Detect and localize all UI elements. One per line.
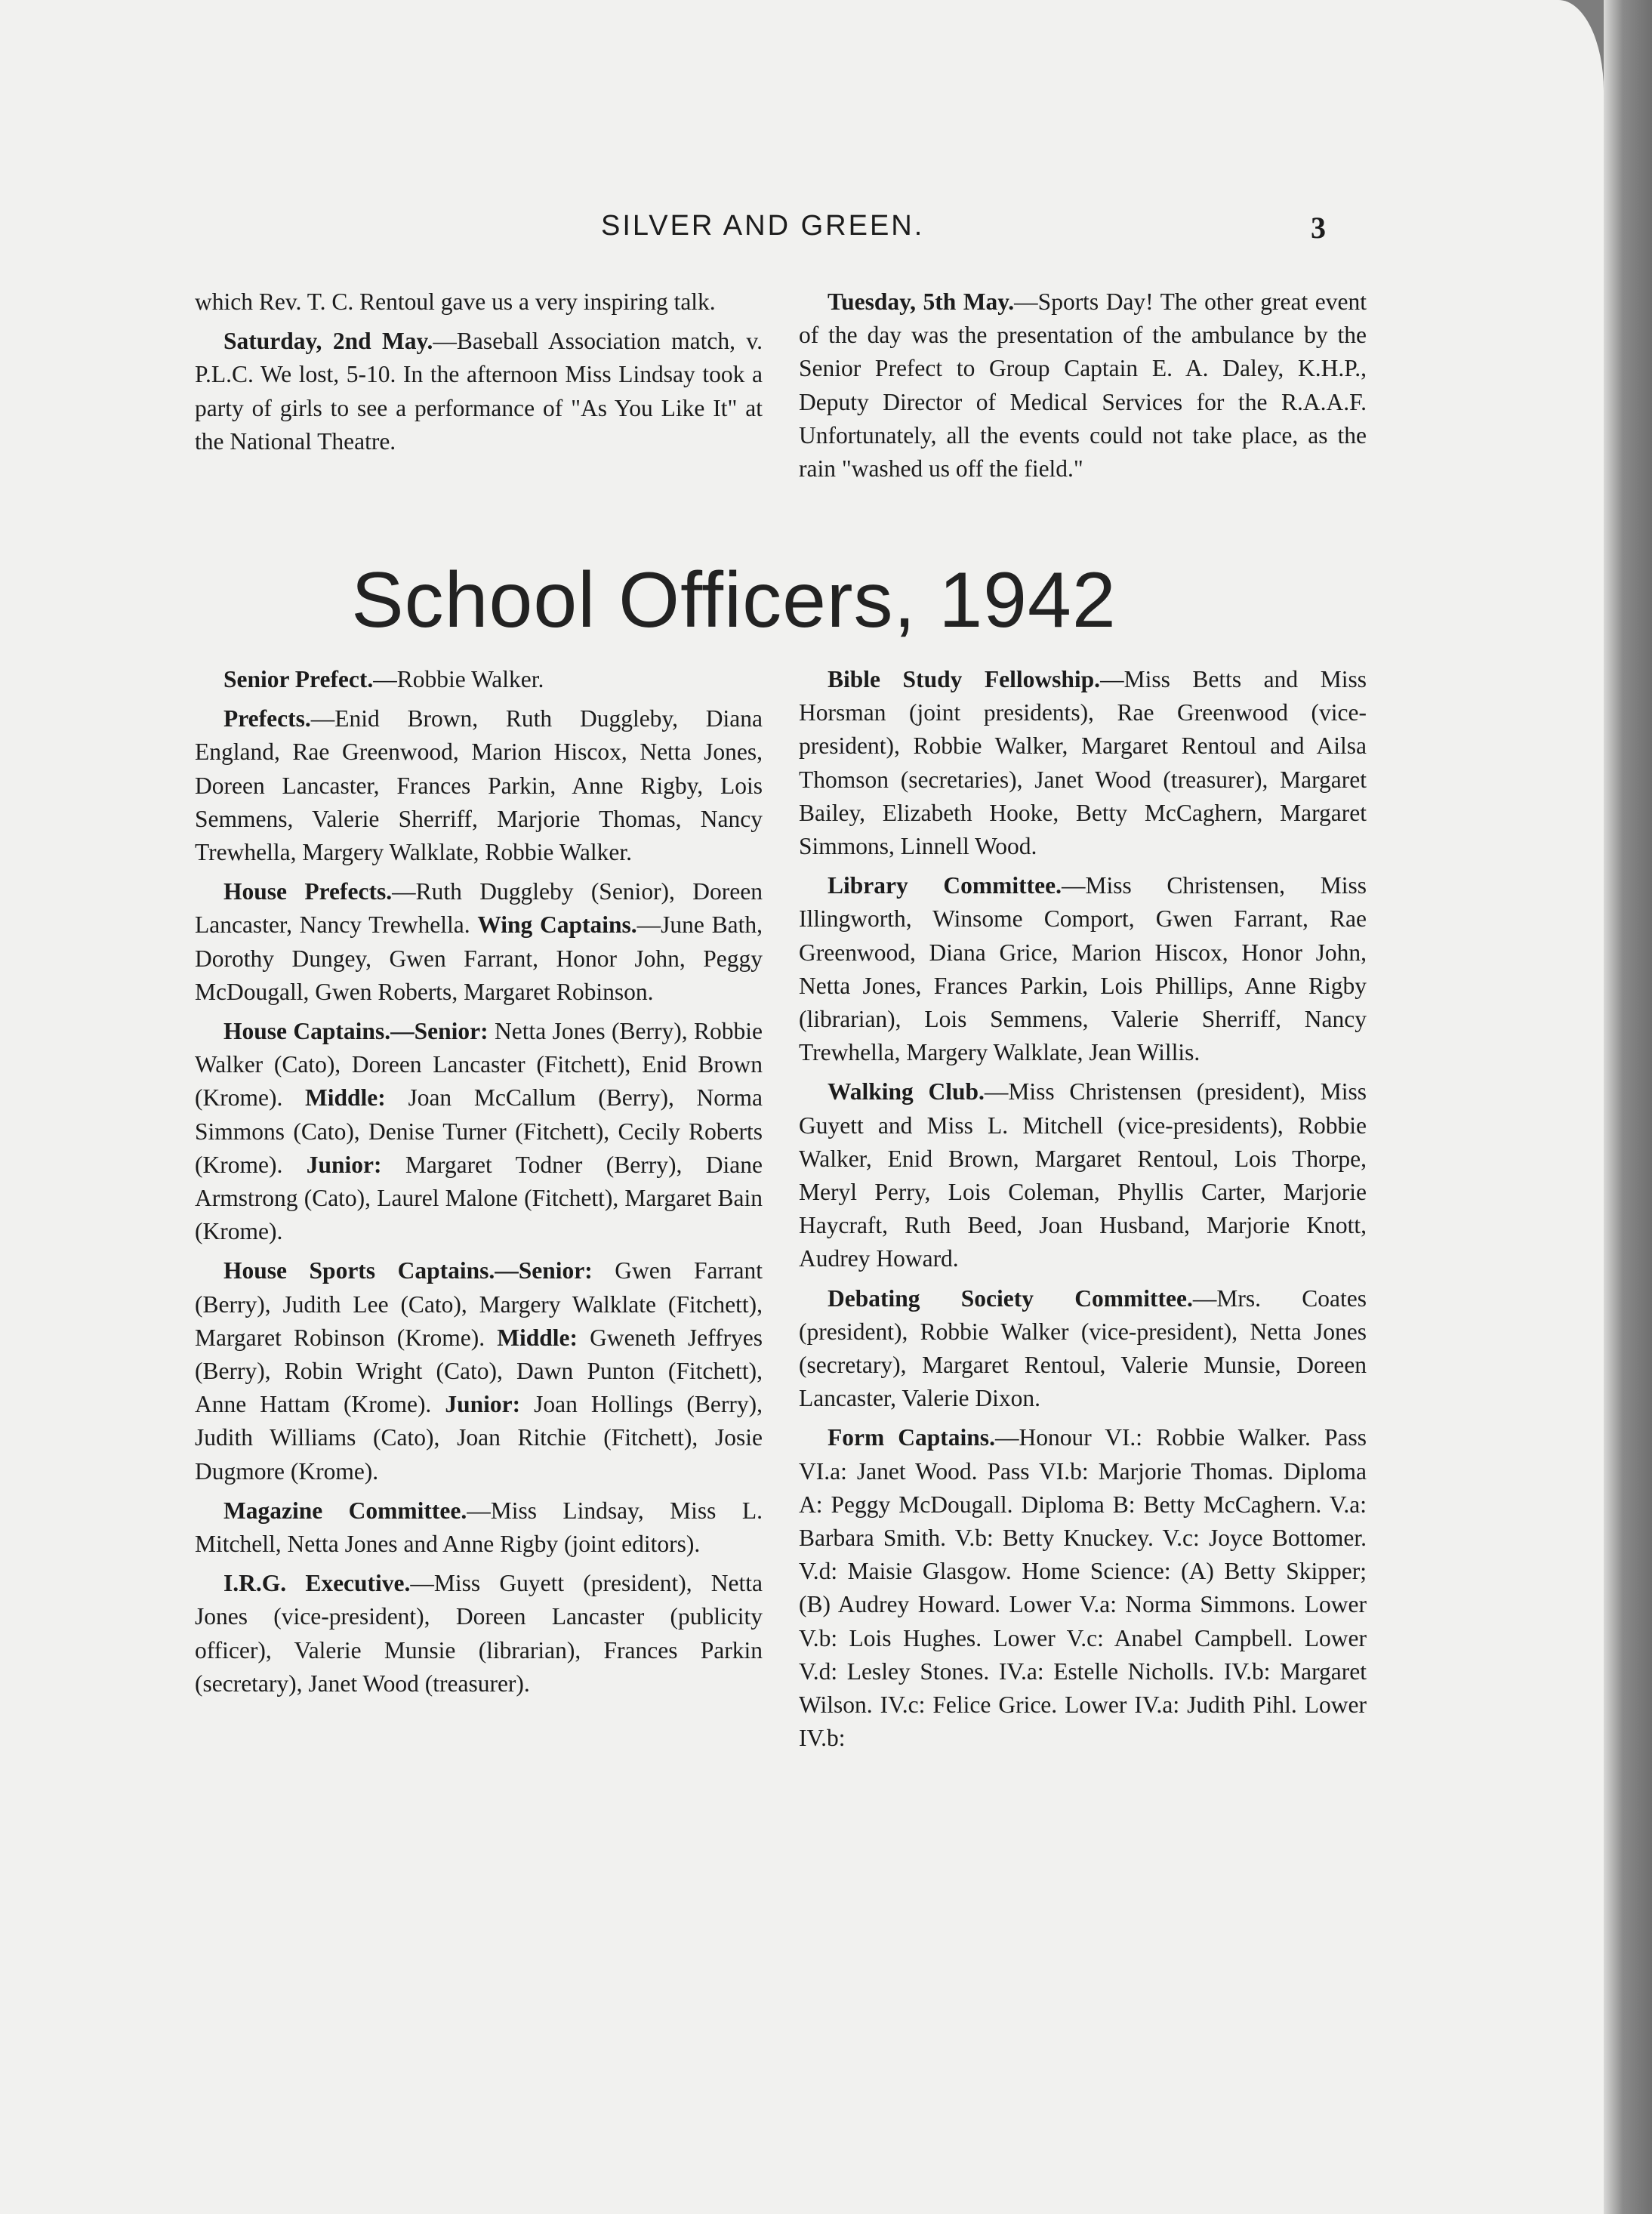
entry-body: —Honour VI.: Robbie Walker. Pass VI.a: Janet Wood. Pass VI.b: Marjorie Thomas. Diploma A: Peggy McDougall. Diploma B: Betty McCaghern. V.a: Barbara Smith. V.b: Betty Knuckey. V.c: Joyce Bottomer. V.d: Maisie Glasgow. Home Science: (A) Betty Skipper; (B) Audrey Howard. Lower V.a: Norma Simmons. Lower V.b: Lois Hughes. Lower V.c: Anabel Campbell. Lower V.d: Lesley Stones. IV.a: Estelle Nicholls. IV.b: Margaret Wilson. IV.c: Felice Grice. Lower IV.a: Judith Pihl. Lower IV.b: bbox=[799, 1424, 1367, 1752]
section-title bbox=[0, 556, 1604, 646]
entry-house-sports-captains bbox=[195, 1254, 763, 1488]
entry-magazine-committee bbox=[195, 1494, 763, 1561]
entry-senior-prefect bbox=[195, 663, 763, 696]
entry-body: —Sports Day! The other great event of the day was the presentation of the ambulance by the Senior Prefect to Group Captain E. A. Daley, K.H.P., Deputy Director of Medical Services for the R.A.A.F. Unfortunately, all the events could not take place, as the rain "washed us off the field." bbox=[799, 288, 1367, 483]
entry-heading: I.R.G. Executive. bbox=[223, 1570, 411, 1597]
entry-heading: Tuesday, 5th May. bbox=[828, 288, 1015, 315]
entry-heading: Wing Captains. bbox=[477, 911, 637, 939]
entry-body: —Ruth Duggleby (Senior), Doreen Lancaster, Nancy Trewhella. bbox=[195, 878, 763, 939]
entry-heading: Form Captains. bbox=[828, 1424, 995, 1451]
entry-heading: Prefects. bbox=[223, 705, 311, 732]
entry-heading: House Sports Captains.—Senior: bbox=[223, 1257, 593, 1284]
page-number: 3 bbox=[1311, 211, 1326, 245]
entry-subheading: Middle: bbox=[497, 1324, 578, 1351]
entry-heading: Saturday, 2nd May. bbox=[223, 328, 433, 355]
entry-form-captains bbox=[799, 1421, 1367, 1755]
entry-body: Joan Hollings (Berry), Judith Williams (Cato), Joan Ritchie (Fitchett), Josie Dugmore (Krome). bbox=[195, 1391, 763, 1485]
entry-body: —Miss Lindsay, Miss L. Mitchell, Netta Jones and Anne Rigby (joint editors). bbox=[195, 1497, 763, 1558]
entry-subheading: Junior: bbox=[306, 1151, 382, 1178]
entry-body: —Miss Christensen, Miss Illingworth, Winsome Comport, Gwen Farrant, Rae Greenwood, Diana Grice, Marion Hiscox, Honor John, Netta Jones, Frances Parkin, Lois Phillips, Anne Rigby (librarian), Lois Semmens, Valerie Sherriff, Nancy Trewhella, Margery Walklate, Jean Willis. bbox=[799, 872, 1367, 1066]
entry-irg-executive bbox=[195, 1567, 763, 1701]
top-left-column bbox=[195, 285, 763, 464]
entry-body: Joan McCallum (Berry), Norma Simmons (Cato), Denise Turner (Fitchett), Cecily Roberts (Krome). bbox=[195, 1084, 763, 1178]
running-header bbox=[0, 210, 1604, 255]
paragraph-rentoul-talk: which Rev. T. C. Rentoul gave us a very inspiring talk. bbox=[195, 288, 716, 315]
entry-debating-society bbox=[799, 1282, 1367, 1416]
paragraph-saturday-2nd-may bbox=[195, 325, 763, 458]
entry-body: Gwen Farrant (Berry), Judith Lee (Cato), Margery Walklate (Fitchett), Margaret Robinson (Krome). bbox=[195, 1257, 763, 1351]
officers-left-column bbox=[195, 663, 763, 1707]
officers-right-column bbox=[799, 663, 1367, 1762]
entry-heading: Magazine Committee. bbox=[223, 1497, 467, 1524]
entry-body: Netta Jones (Berry), Robbie Walker (Cato), Doreen Lancaster (Fitchett), Enid Brown (Krome). bbox=[195, 1018, 763, 1112]
entry-body: —Miss Guyett (president), Netta Jones (vice-president), Doreen Lancaster (publicity officer), Valerie Munsie (librarian), Frances Parkin (secretary), Janet Wood (treasurer). bbox=[195, 1570, 763, 1697]
entry-prefects bbox=[195, 702, 763, 869]
entry-house-prefects bbox=[195, 875, 763, 1009]
entry-heading: Bible Study Fellowship. bbox=[828, 666, 1101, 692]
entry-bible-study bbox=[799, 663, 1367, 863]
entry-heading: House Prefects. bbox=[223, 878, 393, 905]
entry-body: —Enid Brown, Ruth Duggleby, Diana England, Rae Greenwood, Marion Hiscox, Netta Jones, Doreen Lancaster, Frances Parkin, Anne Rigby, Lois Semmens, Valerie Sherriff, Marjorie Thomas, Nancy Trewhella, Margery Walklate, Robbie Walker. bbox=[195, 705, 763, 866]
top-right-column bbox=[799, 285, 1367, 492]
page-edge-shadow bbox=[1604, 0, 1652, 2214]
entry-subheading: Middle: bbox=[305, 1084, 386, 1112]
entry-body: —June Bath, Dorothy Dungey, Gwen Farrant, Honor John, Peggy McDougall, Gwen Roberts, Margaret Robinson. bbox=[195, 911, 763, 1005]
section-title-text: School Officers, 1942 bbox=[351, 557, 1117, 644]
entry-walking-club bbox=[799, 1075, 1367, 1275]
entry-heading: Senior Prefect. bbox=[223, 666, 374, 692]
entry-house-captains bbox=[195, 1015, 763, 1248]
entry-body: Gweneth Jeffryes (Berry), Robin Wright (Cato), Dawn Punton (Fitchett), Anne Hattam (Krome). bbox=[195, 1324, 763, 1418]
entry-heading: Debating Society Committee. bbox=[828, 1284, 1193, 1312]
entry-library-committee bbox=[799, 869, 1367, 1069]
entry-body: —Miss Christensen (president), Miss Guyett and Miss L. Mitchell (vice-presidents), Robbie Walker, Enid Brown, Margaret Rentoul, Lois Thorpe, Meryl Perry, Lois Coleman, Phyllis Carter, Marjorie Haycraft, Ruth Beed, Joan Husband, Marjorie Knott, Audrey Howard. bbox=[799, 1078, 1367, 1272]
entry-heading: House Captains.—Senior: bbox=[223, 1018, 489, 1045]
entry-heading: Walking Club. bbox=[828, 1078, 985, 1105]
entry-body: Margaret Todner (Berry), Diane Armstrong (Cato), Laurel Malone (Fitchett), Margaret Bain (Krome). bbox=[195, 1151, 763, 1245]
entry-body: —Mrs. Coates (president), Robbie Walker (vice-president), Netta Jones (secretary), Margaret Rentoul, Valerie Munsie, Doreen Lancaster, Valerie Dixon. bbox=[799, 1284, 1367, 1412]
entry-subheading: Junior: bbox=[445, 1391, 521, 1418]
entry-body: —Robbie Walker. bbox=[373, 666, 544, 692]
entry-heading: Library Committee. bbox=[828, 872, 1062, 899]
paragraph-tuesday-5th-may bbox=[799, 285, 1367, 486]
entry-body: —Baseball Association match, v. P.L.C. We lost, 5-10. In the afternoon Miss Lindsay took a party of girls to see a performance of "As You Like It" at the National Theatre. bbox=[195, 328, 763, 455]
entry-body: —Miss Betts and Miss Horsman (joint presidents), Rae Greenwood (vice-president), Robbie Walker, Margaret Rentoul and Ailsa Thomson (secretaries), Janet Wood (treasurer), Margaret Bailey, Elizabeth Hooke, Betty McCaghern, Margaret Simmons, Linnell Wood. bbox=[799, 666, 1367, 860]
running-title: SILVER AND GREEN. bbox=[601, 210, 925, 242]
